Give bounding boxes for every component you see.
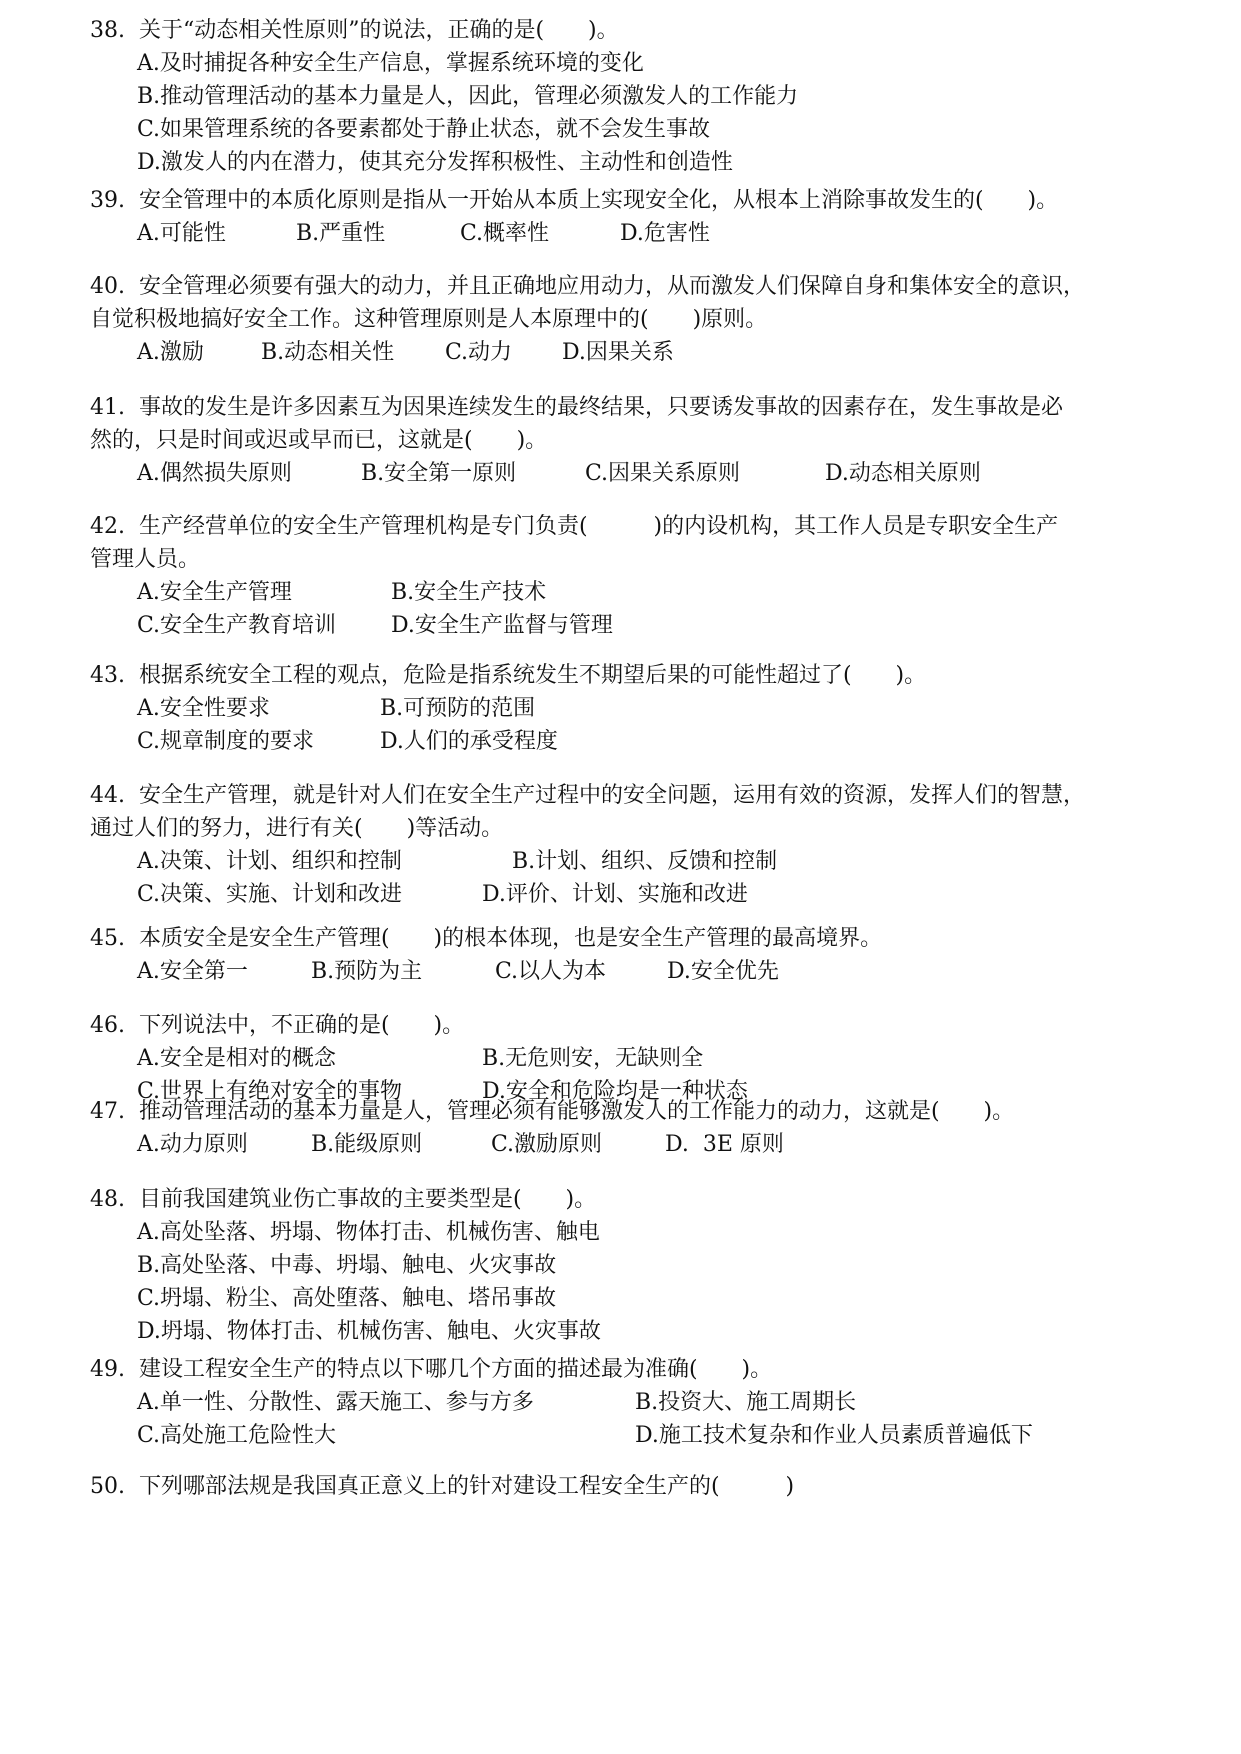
question-block	[90, 1183, 1190, 1348]
answer-option: C.决策、实施、计划和改进	[137, 882, 403, 907]
option-row	[90, 47, 1190, 80]
answer-option: A.安全是相对的概念	[137, 1046, 336, 1071]
question-stem: 46. 下列说法中，不正确的是( )。	[90, 1013, 465, 1038]
question-block	[90, 184, 1190, 250]
option-row	[90, 1249, 1190, 1282]
option-row	[90, 878, 1190, 911]
answer-option: B.动态相关性	[261, 340, 395, 365]
question-stem: 47. 推动管理活动的基本力量是人，管理必须有能够激发人的工作能力的动力，这就是( )。	[90, 1099, 1015, 1124]
answer-option: D.动态相关原则	[825, 461, 981, 486]
answer-option: B.投资大、施工周期长	[635, 1390, 857, 1415]
question-block	[90, 270, 1190, 369]
answer-option: A.激励	[137, 340, 204, 365]
answer-option: D.安全生产监督与管理	[391, 613, 613, 638]
answer-option: C.高处施工危险性大	[137, 1423, 337, 1448]
answer-option: A.安全生产管理	[137, 580, 292, 605]
answer-option: C.动力	[445, 340, 513, 365]
question-block	[90, 779, 1190, 911]
answer-option: D.人们的承受程度	[380, 729, 558, 754]
answer-option: B.可预防的范围	[380, 696, 536, 721]
answer-option: A.偶然损失原则	[137, 461, 292, 486]
option-row	[90, 1128, 1190, 1161]
answer-option: D.施工技术复杂和作业人员素质普遍低下	[635, 1423, 1033, 1448]
question-stem-continuation: 通过人们的努力，进行有关( )等活动。	[90, 816, 504, 841]
answer-option: A.可能性	[137, 221, 226, 246]
answer-option: B.安全第一原则	[361, 461, 517, 486]
answer-option: B.严重性	[296, 221, 386, 246]
answer-option: D. 3E 原则	[665, 1132, 784, 1157]
answer-option: B.能级原则	[311, 1132, 423, 1157]
option-row	[90, 609, 1190, 642]
question-stem: 45. 本质安全是安全生产管理( )的根本体现，也是安全生产管理的最高境界。	[90, 926, 883, 951]
question-stem-continuation: 自觉积极地搞好安全工作。这种管理原则是人本原理中的( )原则。	[90, 307, 768, 332]
question-stem: 44. 安全生产管理，就是针对人们在安全生产过程中的安全问题，运用有效的资源，发挥人们的智慧，	[90, 783, 1085, 808]
answer-option: A.动力原则	[137, 1132, 248, 1157]
option-row	[90, 1282, 1190, 1315]
option-row	[90, 1216, 1190, 1249]
answer-option: A.安全性要求	[137, 696, 270, 721]
question-stem: 39. 安全管理中的本质化原则是指从一开始从本质上实现安全化，从根本上消除事故发生的( )。	[90, 188, 1059, 213]
option-row	[90, 1042, 1190, 1075]
question-stem: 41. 事故的发生是许多因素互为因果连续发生的最终结果，只要诱发事故的因素存在，发生事故是必	[90, 395, 1063, 420]
answer-option: C.坍塌、粉尘、高处堕落、触电、塔吊事故	[137, 1286, 557, 1311]
answer-option: A.高处坠落、坍塌、物体打击、机械伤害、触电	[137, 1220, 600, 1245]
option-row	[90, 457, 1190, 490]
option-row	[90, 692, 1190, 725]
option-row	[90, 217, 1190, 250]
answer-option: C.安全生产教育培训	[137, 613, 337, 638]
question-block	[90, 14, 1190, 179]
question-stem: 42. 生产经营单位的安全生产管理机构是专门负责( )的内设机构，其工作人员是专职安全生产	[90, 514, 1059, 539]
question-block	[90, 391, 1190, 490]
question-stem-continuation: 然的，只是时间或迟或早而已，这就是( )。	[90, 428, 548, 453]
question-block	[90, 1095, 1190, 1161]
question-stem-continuation: 管理人员。	[90, 547, 201, 572]
answer-option: C.世界上有绝对安全的事物	[137, 1079, 403, 1104]
question-block	[90, 1009, 1190, 1108]
answer-option: D.危害性	[620, 221, 710, 246]
question-stem: 48. 目前我国建筑业伤亡事故的主要类型是( )。	[90, 1187, 597, 1212]
option-row	[90, 955, 1190, 988]
answer-option: D.评价、计划、实施和改进	[482, 882, 748, 907]
answer-option: C.激励原则	[491, 1132, 603, 1157]
answer-option: D.安全和危险均是一种状态	[482, 1079, 748, 1104]
question-block	[90, 1470, 1190, 1503]
answer-option: B.高处坠落、中毒、坍塌、触电、火灾事故	[137, 1253, 557, 1278]
option-row	[90, 80, 1190, 113]
option-row	[90, 845, 1190, 878]
question-stem: 50. 下列哪部法规是我国真正意义上的针对建设工程安全生产的( )	[90, 1474, 795, 1499]
answer-option: C.规章制度的要求	[137, 729, 315, 754]
option-row	[90, 576, 1190, 609]
option-row	[90, 1315, 1190, 1348]
question-stem: 40. 安全管理必须要有强大的动力，并且正确地应用动力，从而激发人们保障自身和集体安全的意识，	[90, 274, 1085, 299]
option-row	[90, 146, 1190, 179]
answer-option: A.决策、计划、组织和控制	[137, 849, 402, 874]
option-row	[90, 1386, 1190, 1419]
answer-option: B.安全生产技术	[391, 580, 547, 605]
question-block	[90, 659, 1190, 758]
question-stem: 38. 关于“动态相关性原则”的说法，正确的是( )。	[90, 18, 619, 43]
answer-option: D.因果关系	[562, 340, 674, 365]
answer-option: A.单一性、分散性、露天施工、参与方多	[137, 1390, 534, 1415]
option-row	[90, 1419, 1190, 1452]
answer-option: B.无危则安，无缺则全	[482, 1046, 704, 1071]
answer-option: C.因果关系原则	[585, 461, 741, 486]
answer-option: B.预防为主	[311, 959, 423, 984]
option-row	[90, 113, 1190, 146]
answer-option: D.激发人的内在潜力，使其充分发挥积极性、主动性和创造性	[137, 150, 733, 175]
answer-option: A.安全第一	[137, 959, 248, 984]
question-block	[90, 1353, 1190, 1452]
option-row	[90, 725, 1190, 758]
question-stem: 43. 根据系统安全工程的观点，危险是指系统发生不期望后果的可能性超过了( )。	[90, 663, 927, 688]
answer-option: C.如果管理系统的各要素都处于静止状态，就不会发生事故	[137, 117, 711, 142]
answer-option: D.坍塌、物体打击、机械伤害、触电、火灾事故	[137, 1319, 601, 1344]
question-stem: 49. 建设工程安全生产的特点以下哪几个方面的描述最为准确( )。	[90, 1357, 773, 1382]
question-block	[90, 510, 1190, 642]
answer-option: D.安全优先	[667, 959, 779, 984]
answer-option: A.及时捕捉各种安全生产信息，掌握系统环境的变化	[137, 51, 644, 76]
option-row	[90, 336, 1190, 369]
question-block	[90, 922, 1190, 988]
answer-option: B.推动管理活动的基本力量是人，因此，管理必须激发人的工作能力	[137, 84, 799, 109]
answer-option: B.计划、组织、反馈和控制	[512, 849, 778, 874]
answer-option: C.以人为本	[495, 959, 607, 984]
answer-option: C.概率性	[460, 221, 550, 246]
